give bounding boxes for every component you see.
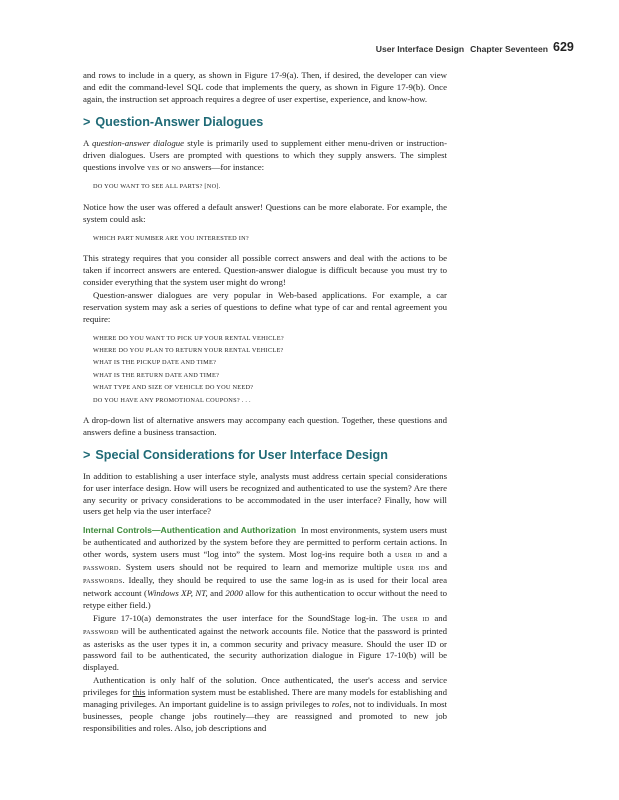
login-paragraph	[83, 613, 447, 675]
qa-paragraph-1	[83, 138, 447, 175]
privileges-paragraph	[83, 675, 447, 735]
internal-controls-paragraph	[83, 525, 447, 611]
text-run: not to individuals. In most businesses, people change jobs routinely—they are reassigned and promoted to new job responsibilities and roles. Also, job descriptions and	[83, 699, 448, 733]
runin-heading: Internal Controls—Authentication and Authorization	[83, 525, 297, 536]
product-name: Windows XP, NT,	[146, 587, 208, 598]
page-number: 629	[553, 40, 574, 54]
section-title: Question-Answer Dialogues	[95, 114, 264, 129]
text-run: A	[83, 137, 89, 148]
code-example-2	[83, 233, 447, 245]
keyword: NO	[171, 164, 182, 172]
text-run: or	[161, 161, 170, 172]
text-run: will be authenticated against the network accounts file. Notice that the password is printed as asterisks as the user types it in, a common security and privacy measure. Should the user ID or password fail to be authenticated, the security authorization dialogue in Figure 17-10(b) will be displayed.	[83, 625, 448, 673]
emphasis: roles,	[331, 699, 352, 710]
keyword: YES	[147, 164, 160, 172]
keyword: USER ID	[395, 552, 423, 560]
text-run: allow for this authentication to occur without the need to retype either field.)	[83, 587, 447, 610]
qa-paragraph-3: This strategy requires that you consider all possible correct answers and deal with the actions to be taken if incorrect answers are entered. Question-answer dialogue is difficult because you must try to consider everything that the system user might do wrong!	[83, 253, 447, 287]
text-run: Authentication is only half of the solution. Once authenticated, the user's access and service privileges for	[83, 675, 447, 698]
keyword: PASSWORDS	[83, 578, 123, 585]
text-run: style is primarily used to supplement either menu-driven or instruction-driven dialogues. Users are prompted with questions to which they supply answers. The simplest questions involve	[83, 137, 448, 172]
keyword: PASSWORD	[83, 565, 119, 573]
text-run: . System users should not be required to learn and memorize multiple	[118, 562, 393, 573]
code-example-1	[83, 181, 447, 193]
code-line: WHICH PART NUMBER ARE YOU INTERESTED IN?	[93, 234, 249, 242]
qa-paragraph-5: A drop-down list of alternative answers may accompany each question. Together, these questions and answers define a business transaction.	[83, 414, 447, 437]
text-run: In most environments, system users must be authenticated and authorized by the system before they are permitted to perform certain actions. In other words, system users must “log into” the system. Most log-ins require both a	[83, 525, 448, 560]
keyword: USER ID	[400, 615, 430, 623]
running-title: User Interface Design	[375, 44, 465, 54]
page-body	[83, 70, 447, 736]
question-item: WHAT IS THE PICKUP DATE AND TIME?	[93, 359, 217, 367]
section-heading-special-considerations	[83, 448, 447, 463]
question-item: WHERE DO YOU PLAN TO RETURN YOUR RENTAL VEHICLE?	[93, 346, 284, 354]
text-run: and	[434, 562, 448, 573]
section-arrow-icon: >	[83, 114, 91, 129]
text-run: and	[434, 612, 448, 623]
text-run: Figure 17-10(a) demonstrates the user interface for the SoundStage log-in. The	[93, 612, 397, 623]
question-list	[83, 333, 447, 407]
text-run: and a	[426, 549, 447, 560]
running-head	[300, 44, 548, 54]
special-paragraph-1: In addition to establishing a user interface style, analysts must address certain special considerations for user interface design. How will users be recognized and authenticated to use the system? Are there any security or privacy considerations to be accommodated in the user interface? Finally, how will users get help via the user interface?	[83, 470, 447, 517]
question-item: WHAT IS THE RETURN DATE AND TIME?	[93, 371, 220, 379]
text-run: answers—for instance:	[183, 161, 265, 172]
qa-paragraph-4: Question-answer dialogues are very popular in Web-based applications. For example, a car reservation system may ask a series of questions to define what type of car and rental agreement you require:	[83, 289, 447, 324]
question-item: WHAT TYPE AND SIZE OF VEHICLE DO YOU NEED?	[93, 384, 254, 392]
question-item: WHERE DO YOU WANT TO PICK UP YOUR RENTAL VEHICLE?	[93, 334, 284, 342]
term: question-answer dialogue	[92, 137, 185, 148]
text-run: information system must be established. There are many models for establishing and managing privileges. An important guideline is to assign privileges to	[83, 687, 448, 710]
product-name: 2000	[225, 587, 243, 598]
qa-paragraph-2: Notice how the user was offered a default answer! Questions can be more elaborate. For example, the system could ask:	[83, 201, 447, 224]
code-line: DO YOU WANT TO SEE ALL PARTS? [NO].	[93, 183, 221, 191]
section-heading-question-answer	[83, 115, 447, 130]
section-title: Special Considerations for User Interface Design	[95, 447, 388, 462]
section-arrow-icon: >	[83, 447, 91, 462]
text-run: and	[210, 587, 223, 598]
question-item: DO YOU HAVE ANY PROMOTIONAL COUPONS? . . .	[93, 396, 251, 404]
keyword: PASSWORD	[83, 628, 119, 636]
emphasis: this	[132, 687, 146, 698]
text-run: (	[144, 587, 147, 598]
chapter-label: Chapter Seventeen	[470, 44, 548, 54]
keyword: USER IDS	[396, 565, 430, 573]
intro-paragraph: and rows to include in a query, as shown in Figure 17-9(a). Then, if desired, the developer can view and edit the command-level SQL code that implements the query, as shown in Figure 17-9(b). Once again, the instruction set approach requires a degree of user expertise, experience, and know-how.	[83, 70, 447, 104]
text-run: . Ideally, they should be required to use the same log-in as is used for their local area network account	[83, 575, 447, 598]
